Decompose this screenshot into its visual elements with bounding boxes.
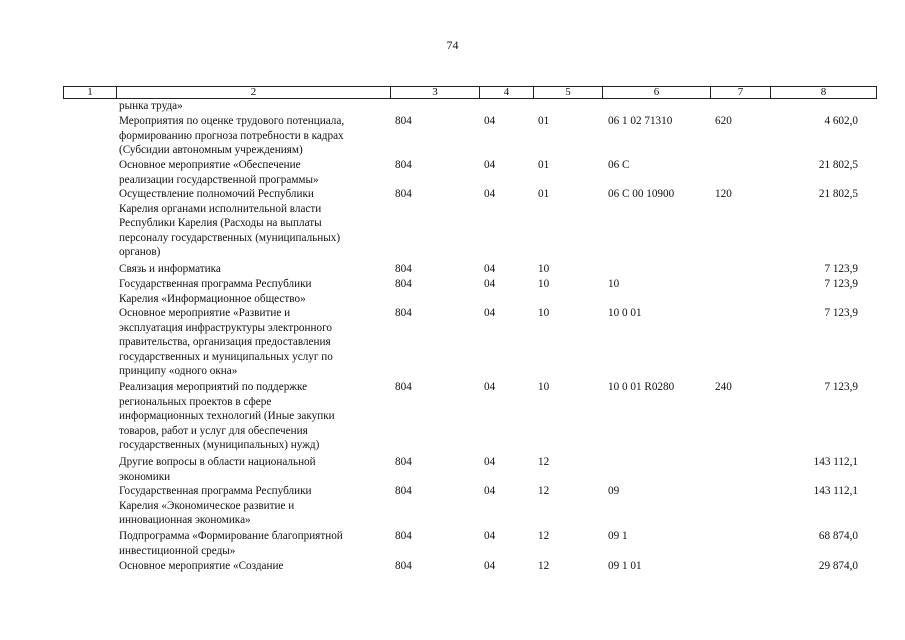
row-name-line: правительства, организация предоставления [119,336,331,349]
row-cell-c5: 10 [538,381,550,393]
row-cell-c3: 804 [395,159,412,171]
table-header-row [63,86,877,99]
row-name-line: принципу «одного окна» [119,365,238,378]
row-cell-c5: 12 [538,485,550,497]
row-name-line: (Субсидии автономным учреждениям) [119,144,303,157]
row-cell-c8: 21 802,5 [818,159,858,171]
row-name-line: Государственная программа Республики [119,278,312,290]
row-cell-c3: 804 [395,456,412,468]
row-cell-c6: 09 [608,485,620,497]
row-name-line: Мероприятия по оценке трудового потенциала, [119,115,345,127]
row-name-line: инновационная экономика» [119,514,251,527]
row-name-line: формированию прогноза потребности в кадрах [119,129,344,142]
row-cell-c4: 04 [484,456,496,468]
row-name-line: Карелия «Экономическое развитие и [119,499,295,512]
row-cell-c8: 143 112,1 [813,485,858,497]
row-cell-c4: 04 [484,560,496,572]
row-cell-c8: 29 874,0 [818,560,858,572]
row-name-line: Республики Карелия (Расходы на выплаты [119,217,322,230]
row-cell-c8: 21 802,5 [818,188,858,200]
row-name-line: Подпрограмма «Формирование благоприятной [119,530,343,542]
row-name-line: Карелия «Информационное общество» [119,292,306,305]
row-cell-c8: 7 123,9 [824,381,858,393]
row-cell-c8: 143 112,1 [813,456,858,468]
row-cell-c3: 804 [395,485,412,497]
column-header-4: 4 [479,87,533,98]
column-header-8: 8 [770,87,876,98]
row-cell-c5: 10 [538,307,550,319]
row-cell-c6: 09 1 01 [608,560,642,572]
row-name-line: Осуществление полномочий Республики [119,188,314,200]
row-name-line: рынка труда» [119,100,183,112]
row-name-line: Государственная программа Республики [119,485,312,497]
row-name-line: инвестиционной среды» [119,544,236,557]
row-cell-c3: 804 [395,560,412,572]
row-cell-c4: 04 [484,115,496,127]
row-cell-c5: 01 [538,115,550,127]
row-cell-c3: 804 [395,278,412,290]
row-name-line: Основное мероприятие «Создание [119,560,284,572]
row-name-line: органов) [119,246,161,259]
row-cell-c3: 804 [395,381,412,393]
row-name-line: Основное мероприятие «Развитие и [119,307,291,319]
row-name-line: Основное мероприятие «Обеспечение [119,159,301,171]
row-cell-c7: 240 [715,381,732,393]
row-cell-c3: 804 [395,263,412,275]
row-cell-c3: 804 [395,530,412,542]
row-cell-c4: 04 [484,381,496,393]
row-cell-c6: 10 [608,278,620,290]
row-name-line: государственных и муниципальных услуг по [119,350,333,363]
page-number: 74 [446,38,459,52]
row-name-line: товаров, работ и услуг для обеспечения [119,424,308,437]
row-cell-c6: 10 0 01 R0280 [608,381,675,393]
row-name-line: Карелия органами исполнительной власти [119,202,322,215]
row-cell-c3: 804 [395,307,412,319]
row-cell-c7: 120 [715,188,732,200]
row-cell-c4: 04 [484,188,496,200]
column-header-1: 1 [87,86,93,98]
row-cell-c4: 04 [484,159,496,171]
row-name-line: информационных технологий (Иные закупки [119,410,335,423]
row-cell-c4: 04 [484,278,496,290]
row-cell-c5: 12 [538,560,550,572]
row-cell-c6: 06 С [608,159,630,171]
row-cell-c5: 10 [538,263,550,275]
row-cell-c8: 7 123,9 [824,307,858,319]
row-cell-c5: 01 [538,159,550,171]
row-name-line: Реализация мероприятий по поддержке [119,381,308,393]
row-name-line: реализации государственной программы» [119,173,319,186]
row-name-line: Другие вопросы в области национальной [119,456,316,468]
column-header-5: 5 [533,87,602,98]
row-name-line: региональных проектов в сфере [119,395,272,408]
row-cell-c4: 04 [484,530,496,542]
column-header-6: 6 [602,87,710,98]
row-cell-c8: 7 123,9 [824,278,858,290]
row-cell-c3: 804 [395,188,412,200]
row-name-line: государственных (муниципальных) нужд) [119,439,320,452]
column-header-3: 3 [390,87,479,98]
row-name-line: Связь и информатика [119,263,221,275]
row-cell-c8: 7 123,9 [824,263,858,275]
row-name-line: экономики [119,470,171,483]
row-name-line: персоналу государственных (муниципальных) [119,231,341,244]
column-header-2: 2 [116,87,390,98]
row-cell-c6: 09 1 [608,530,628,542]
row-cell-c8: 4 602,0 [824,115,858,127]
row-cell-c7: 620 [715,115,732,127]
row-cell-c5: 12 [538,456,550,468]
row-cell-c6: 06 С 00 10900 [608,188,675,200]
row-cell-c4: 04 [484,263,496,275]
row-cell-c3: 804 [395,115,412,127]
row-cell-c4: 04 [484,485,496,497]
row-cell-c5: 10 [538,278,550,290]
row-cell-c4: 04 [484,307,496,319]
row-cell-c6: 06 1 02 71310 [608,115,673,127]
row-cell-c6: 10 0 01 [608,307,642,319]
row-cell-c5: 01 [538,188,550,200]
column-header-7: 7 [710,87,770,98]
row-cell-c8: 68 874,0 [818,530,858,542]
row-name-line: эксплуатация инфраструктуры электронного [119,321,332,334]
row-cell-c5: 12 [538,530,550,542]
